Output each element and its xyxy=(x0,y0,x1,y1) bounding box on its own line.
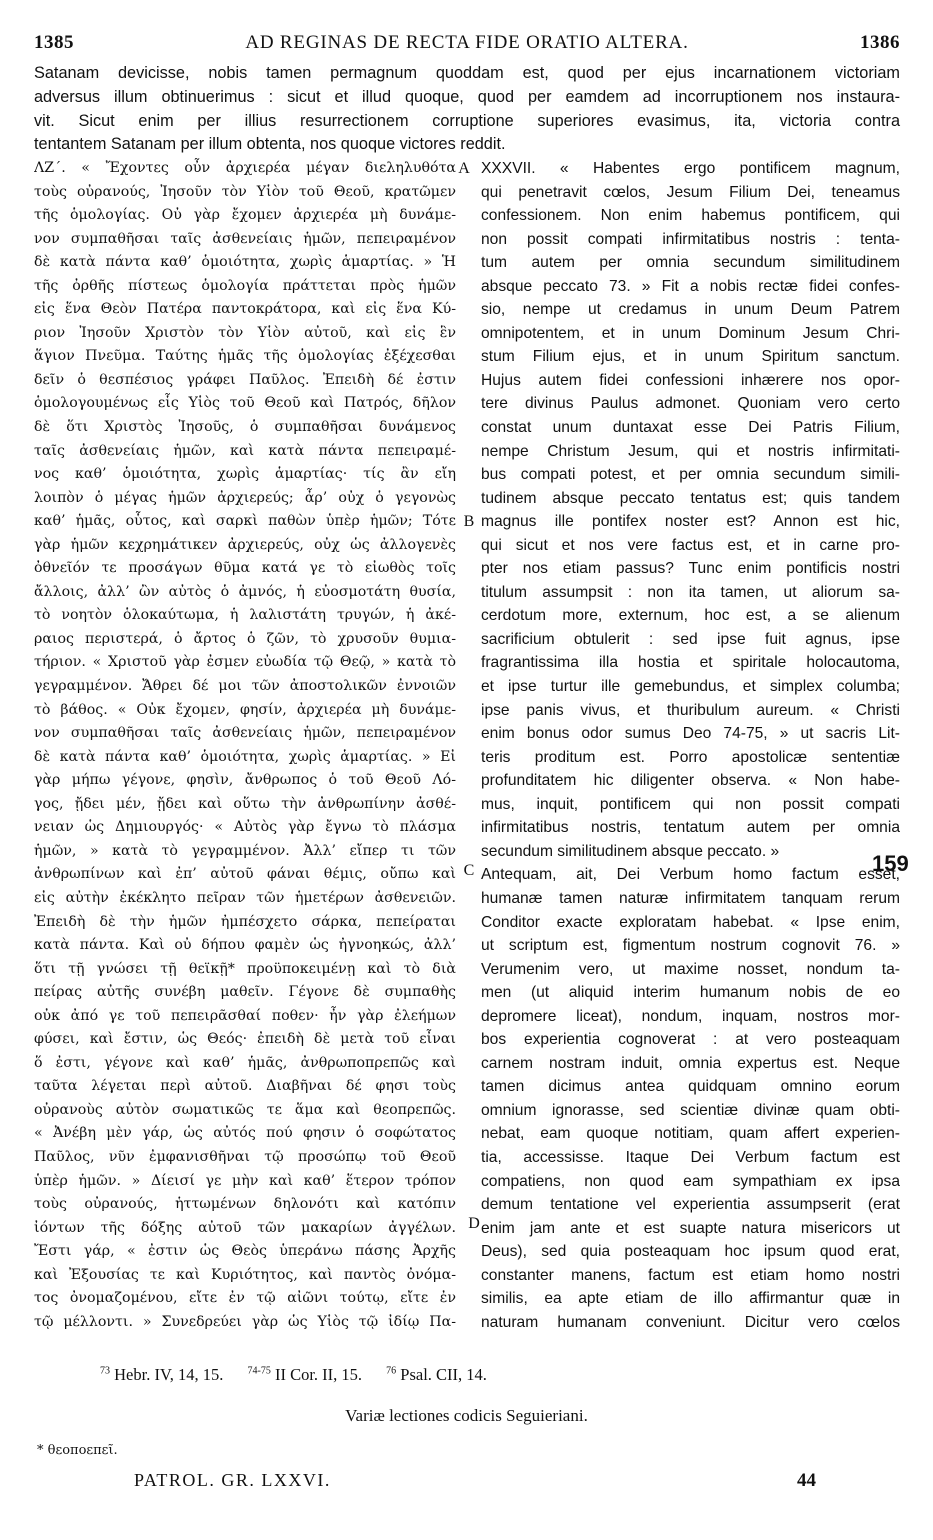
intro-paragraph xyxy=(34,62,900,157)
latin-line: humanæ tamen naturæ infirmitatem tanquam rerum xyxy=(481,889,900,907)
footnote-73-mark: 73 xyxy=(100,1365,110,1377)
greek-line: εἰς αὐτὴν ἐκέκλητο πεῖραν τῶν ἡμετέρων ἀσθενειῶν. xyxy=(34,889,456,906)
greek-line: τήριον. « Χριστοῦ γὰρ ἐσμεν εὐωδία τῷ Θεῷ, » κατὰ τὸ xyxy=(34,654,456,671)
latin-line: enim jam ante et est suapte natura misericors ut xyxy=(481,1219,900,1237)
latin-line: bus compati potest, et per omnia secundum simili- xyxy=(481,466,900,484)
greek-line: τῆς ὀρθῆς πίστεως ὁμολογία πράττεται πρὸς ἡμῶν xyxy=(34,277,456,294)
running-title: AD REGINAS DE RECTA FIDE ORATIO ALTERA. xyxy=(245,32,689,53)
latin-line: Deus), sed quia posteaquam hoc ipsum quod erat, xyxy=(481,1243,900,1261)
greek-line: κατὰ πάντα. Καὶ οὐ δήπου φαμὲν ὡς ἠγνοηκώς, ἀλλ’ xyxy=(34,937,456,954)
latin-line: demum tentatione vel experientia assumpserit (erat xyxy=(481,1196,900,1214)
latin-line: tum autem per omnia secundum similitudinem xyxy=(481,254,900,272)
latin-line: stum Filium ejus, et in unum Spiritum sanctum. xyxy=(481,348,900,366)
variant-note: * θεοποεπεῖ. xyxy=(37,1443,118,1458)
latin-line: sacrificium obtulerit : sed ipse fuit agnus, ipse xyxy=(481,630,900,648)
latin-line: qui sicut et nos vere factus est, et in carne pro- xyxy=(481,536,900,554)
margin-letter-a: A xyxy=(458,160,470,177)
greek-line: γὰρ μήπω γέγονε, φησὶν, ἄνθρωπος ὁ τοῦ Θεοῦ Λό- xyxy=(34,772,456,789)
greek-line: ὀθνεῖόν τε προσάγων θῦμα κατά γε τὸ εἰωθὸς τοῖς xyxy=(34,560,456,577)
greek-line: « Ἀνέβη μὲν γάρ, ὡς αὐτός πού φησιν ὁ σοφώτατος xyxy=(34,1125,456,1142)
latin-line: fragrantissima illa hostia et spiritale holocautoma, xyxy=(481,654,900,672)
greek-line: οὐρανοὺς αὐτὸν σωματικῶς τε ἅμα καὶ θεοπρεπῶς. xyxy=(34,1101,456,1118)
greek-line: τῷ μέλλοντι. » Συνεδρεύει γὰρ ὡς Υἱὸς τῷ ἰδίῳ Πα- xyxy=(34,1313,456,1330)
latin-line: mus, inquit, pontificem qui non possit compati xyxy=(481,795,900,813)
latin-line: tia, accessisse. Itaque Dei Verbum factum est xyxy=(481,1148,900,1166)
latin-line: teris proditum est. Porro apostolicæ sententiæ xyxy=(481,748,900,766)
greek-line: τὸ βάθος. « Οὐκ ἔχομεν, φησίν, ἀρχιερέα μὴ δυνάμε- xyxy=(34,701,456,718)
greek-line: τὸ νοητὸν ὁλοκαύτωμα, ἡ λαλιστάτη τρυγών, ἡ ἀκέ- xyxy=(34,607,456,624)
latin-line: constat unum duntaxat esse Dei Patris Filium, xyxy=(481,419,900,437)
greek-line: τοὺς οὐρανούς, Ἰησοῦν τὸν Υἱὸν τοῦ Θεοῦ, κρατῶμεν xyxy=(34,183,456,200)
latin-line: nempe Christum Jesum, qui et nostris infirmitati- xyxy=(481,442,900,460)
greek-line: καθ’ ἡμᾶς, οὗτος, καὶ σαρκὶ παθὼν ὑπὲρ ἡμῶν; Τότε xyxy=(34,513,456,530)
greek-line: τοὺς οὐρανούς, ἡττωμένων δηλονότι καὶ κατόπιν xyxy=(34,1196,456,1213)
greek-line: δεῖν ὁ θεσπέσιος γράφει Παῦλος. Ἐπειδὴ δέ ἐστιν xyxy=(34,371,456,388)
greek-line: νον συμπαθῆσαι ταῖς ἀσθενείαις ἡμῶν, πεπειραμένον xyxy=(34,725,456,742)
margin-letter-b: B xyxy=(463,513,475,530)
latin-line: cerdotum more, externum, hoc est, a se alienum xyxy=(481,607,900,625)
footnote-74-75 xyxy=(247,1365,372,1384)
greek-line: νειαν ὡς Δημιουργός· « Αὐτὸς γὰρ ἔγνω τὸ πλάσμα xyxy=(34,819,456,836)
intro-line: vit. Sicut enim per illius resurrectionem corruptione superiores evasimus, ita, victoria contra xyxy=(34,111,900,130)
footnote-76 xyxy=(386,1365,497,1384)
latin-line: pter nos etiam passus? Tunc enim pontificis nostri xyxy=(481,560,900,578)
greek-line: δὲ ὅτι Χριστὸς Ἰησοῦς, ὁ συμπαθῆσαι δυνάμενος xyxy=(34,419,456,436)
latin-column xyxy=(481,157,900,1334)
latin-line: qui penetravit cœlos, Jesum Filium Dei, teneamus xyxy=(481,183,900,201)
footnote-73-text: Hebr. IV, 14, 15. xyxy=(114,1365,224,1384)
latin-line: naturam humanam conveniunt. Dicitur vero cœlos xyxy=(481,1313,900,1331)
latin-line: tamen dicimus antea quidquam omnino eorum xyxy=(481,1078,900,1096)
latin-line: carnem nostram induit, omnia expertus est. Neque xyxy=(481,1054,900,1072)
latin-line: depromere liceat), nondum, inquam, nostros mor- xyxy=(481,1007,900,1025)
greek-line: ριον Ἰησοῦν Χριστὸν τὸν Υἱὸν αὐτοῦ, καὶ εἰς ἓν xyxy=(34,324,456,341)
intro-line: Satanam devicisse, nobis tamen permagnum quoddam est, quod per ejus incarnationem victoriam xyxy=(34,64,900,82)
latin-line: constanter manens, factum est etiam homo nostri xyxy=(481,1266,900,1284)
greek-line: εἰς ἕνα Θεὸν Πατέρα παντοκράτορα, καὶ εἰς ἕνα Κύ- xyxy=(34,301,456,318)
series-signature: PATROL. GR. LXXVI. xyxy=(134,1470,331,1490)
greek-line: ὑπὲρ ἡμῶν. » Δίεισί γε μὴν καὶ καθ’ ἕτερον τρόπον xyxy=(34,1172,456,1189)
greek-line: φύσει, καὶ ἔστιν, ὡς Θεός· ἐπειδὴ δὲ μετὰ τοῦ εἶναι xyxy=(34,1031,456,1048)
greek-line: πείρας αὐτῆς συνέβη μαθεῖν. Γέγονε δὲ συμπαθὴς xyxy=(34,984,456,1001)
latin-line: et ipse turtur ille gemebundus, et simplex columba; xyxy=(481,678,900,696)
greek-line: δὲ κατὰ πάντα καθ’ ὁμοιότητα, χωρὶς ἁμαρτίας. » Εἰ xyxy=(34,748,456,765)
greek-line: ἡμῶν, » κατὰ τὸ γεγραμμένον. Ἀλλ’ εἴπερ τι τῶν xyxy=(34,842,456,859)
footnote-74-75-text: II Cor. II, 15. xyxy=(274,1365,363,1384)
latin-line: bos experientia cognoverat : at vero posteaquam xyxy=(481,1031,900,1049)
latin-line: ipse panis vivus, et thuribulum aureum. « Christi xyxy=(481,701,900,719)
latin-line: profunditatem hic diligenter observa. « Non habe- xyxy=(481,772,900,790)
greek-line: τῆς ὁμολογίας. Οὐ γὰρ ἔχομεν ἀρχιερέα μὴ δυνάμε- xyxy=(34,207,456,224)
greek-line: ὅτι τῇ γνώσει τῇ θεϊκῇ* προϋποκειμένῃ καὶ τὸ διὰ xyxy=(34,960,456,977)
page-number-right: 1386 xyxy=(860,32,900,53)
latin-line: XXXVII. « Habentes ergo pontificem magnum, xyxy=(481,160,900,177)
footnote-73 xyxy=(100,1365,233,1384)
greek-column xyxy=(34,157,456,1334)
intro-line: tentantem Satanam per illum obtenta, nos quoque victores reddit. xyxy=(34,135,506,154)
greek-line: δὲ κατὰ πάντα καθ’ ὁμοιότητα, χωρὶς ἁμαρτίας. » Ἡ xyxy=(34,254,456,271)
greek-line: νον συμπαθῆσαι ταῖς ἀσθενείαις ἡμῶν, πεπειραμένον xyxy=(34,230,456,247)
greek-line: ταῦτα λέγεται περὶ αὐτοῦ. Διαβῆναι δέ φησι τοὺς xyxy=(34,1078,456,1095)
page-number-left: 1385 xyxy=(34,32,74,53)
greek-line: ἰόντων τῆς δόξης αὐτοῦ τῶν μακαρίων ἀγγέλων. xyxy=(34,1219,456,1236)
sheet-number: 44 xyxy=(797,1470,816,1491)
greek-line: ραιος περιστερά, ὁ ἄρτος ὁ ζῶν, τὸ χρυσοῦν θυμια- xyxy=(34,630,456,647)
latin-line: omnipotentem, et in unum Dominum Jesum Chri- xyxy=(481,324,900,342)
greek-line: ἅγιον Πνεῦμα. Ταύτης ἡμᾶς τῆς ὁμολογίας ἐξέχεσθαι xyxy=(34,348,456,365)
latin-line: infirmitatibus nostris, tentatum autem per omnia xyxy=(481,819,900,837)
greek-line: καὶ Ἐξουσίας τε καὶ Κυριότητος, καὶ παντὸς ὀνόμα- xyxy=(34,1266,456,1283)
footnote-76-text: Psal. CII, 14. xyxy=(400,1365,487,1384)
greek-line: Ἔστι γάρ, « ἐστιν ὡς Θεὸς ὑπεράνω πάσης Ἀρχῆς xyxy=(34,1243,456,1260)
greek-line: Παῦλος, νῦν ἐμφανισθῆναι τῷ προσώπῳ τοῦ Θεοῦ xyxy=(34,1148,456,1165)
latin-line: Verumenim vero, ut maxime nosset, nondum ta- xyxy=(481,960,900,978)
latin-line: nebat, eam quoque notitiam, quam affert experien- xyxy=(481,1125,900,1143)
latin-line: non possit compati infirmitatibus nostris : tenta- xyxy=(481,230,900,248)
greek-line: ἄλλοις, ἀλλ’ ὢν αὐτὸς ὁ ἀμνός, ἡ εὐοσμοτάτη θυσία, xyxy=(34,583,456,600)
latin-line: secundum similitudinem absque peccato. » xyxy=(481,842,780,860)
margin-letter-d: D xyxy=(468,1215,480,1232)
greek-line: γὰρ ἡμῶν κεχρημάτικεν ἀρχιερεύς, οὐχ ὡς ἀλλογενὲς xyxy=(34,536,456,553)
footnote-74-75-mark: 74-75 xyxy=(247,1365,271,1377)
footnote-76-mark: 76 xyxy=(386,1365,397,1377)
latin-line: confessionem. Non enim habemus pontificem, qui xyxy=(481,207,900,225)
greek-line: λοιπὸν ὁ μέγας ἡμῶν ἀρχιερεύς; ἆρ’ οὐχ ὁ γεγονὼς xyxy=(34,489,456,506)
greek-line: νος καθ’ ὁμοιότητα, χωρὶς ἁμαρτίας· τίς ἂν εἴη xyxy=(34,466,456,483)
latin-line: similis, ea apte etiam de illo affirmantur quæ in xyxy=(481,1290,900,1308)
latin-line: ut scriptum est, figmentum nostrum cognovit 76. » xyxy=(481,937,900,955)
latin-line: Conditor exacte exploratam habebat. « Ipse enim, xyxy=(481,913,900,931)
latin-line: sio, nempe ut credamus in unum Deum Patrem xyxy=(481,301,900,319)
latin-line: men (ut aliquid interim humanum nobis de eo xyxy=(481,984,900,1002)
running-head xyxy=(34,32,900,56)
greek-line: τος ὀνομαζομένου, εἴτε ἐν τῷ αἰῶνι τούτῳ, εἴτε ἐν xyxy=(34,1290,456,1307)
latin-line: omnium ignorasse, sed scientiæ divinæ quam obti- xyxy=(481,1101,900,1119)
column-number: 159 xyxy=(872,851,909,876)
latin-line: absque peccato 73. » Fit a nobis rectæ fidei confes- xyxy=(481,277,900,295)
latin-line: tudinem absque peccato tentatus est; quis tandem xyxy=(481,489,900,507)
latin-line: Antequam, ait, Dei Verbum homo factum esset, xyxy=(481,866,900,884)
greek-line: ἀνθρωπίνων καὶ ἐπ’ αὐτοῦ φάναι θέμις, οὔπω καὶ xyxy=(34,866,456,883)
latin-line: titulum assumpsit : non ita tamen, ut aliorum sa- xyxy=(481,583,900,601)
greek-line: οὐκ ἀπό γε τοῦ πεπειρᾶσθαί ποθεν· ἦν γὰρ ἐλεήμων xyxy=(34,1007,456,1024)
greek-line: γος, ᾔδει μέν, ᾔδει καὶ οὕτω τὴν ἀνθρωπίνην ἀσθέ- xyxy=(34,795,456,812)
margin-letter-c: C xyxy=(463,862,475,879)
footnotes xyxy=(100,1365,507,1385)
greek-line: Ἐπειδὴ δὲ τὴν ἡμῶν ἠμπέσχετο σάρκα, πεπείραται xyxy=(34,913,456,930)
greek-line: γεγραμμένον. Ἄθρει δέ μοι τῶν ἀποστολικῶν ἐννοιῶν xyxy=(34,678,456,695)
latin-line: magnus ille pontifex noster est? Annon est hic, xyxy=(481,513,900,531)
intro-line: adversus illum obtinuerimus : sicut et illud quoque, quod per eamdem ad incorruptionem nos instaura- xyxy=(34,87,900,106)
latin-line: tere divinus Paulus admonet. Quoniam vero certo xyxy=(481,395,900,413)
latin-line: compatiens, non quod eam sympathiam ex ipsa xyxy=(481,1172,900,1190)
latin-line: Hujus autem fidei confessioni inhærere nos opor- xyxy=(481,371,900,389)
greek-line: ταῖς ἀσθενείαις ἡμῶν, καὶ κατὰ πάντα πεπειραμέ- xyxy=(34,442,456,459)
greek-line: ΛΖ΄. « Ἔχοντες οὖν ἀρχιερέα μέγαν διεληλυθότα xyxy=(34,160,456,176)
variae-lectiones-heading: Variæ lectiones codicis Seguieriani. xyxy=(345,1406,588,1425)
greek-line: ὁμολογουμένως εἷς Υἱὸς τοῦ Θεοῦ καὶ Πατρός, δῆλον xyxy=(34,395,456,412)
greek-line: ὅ ἐστι, γέγονε καὶ καθ’ ἡμᾶς, ἀνθρωποπρεπῶς καὶ xyxy=(34,1054,456,1071)
latin-line: enim bonus odor sumus Deo 74-75, » ut sacris Lit- xyxy=(481,725,900,743)
